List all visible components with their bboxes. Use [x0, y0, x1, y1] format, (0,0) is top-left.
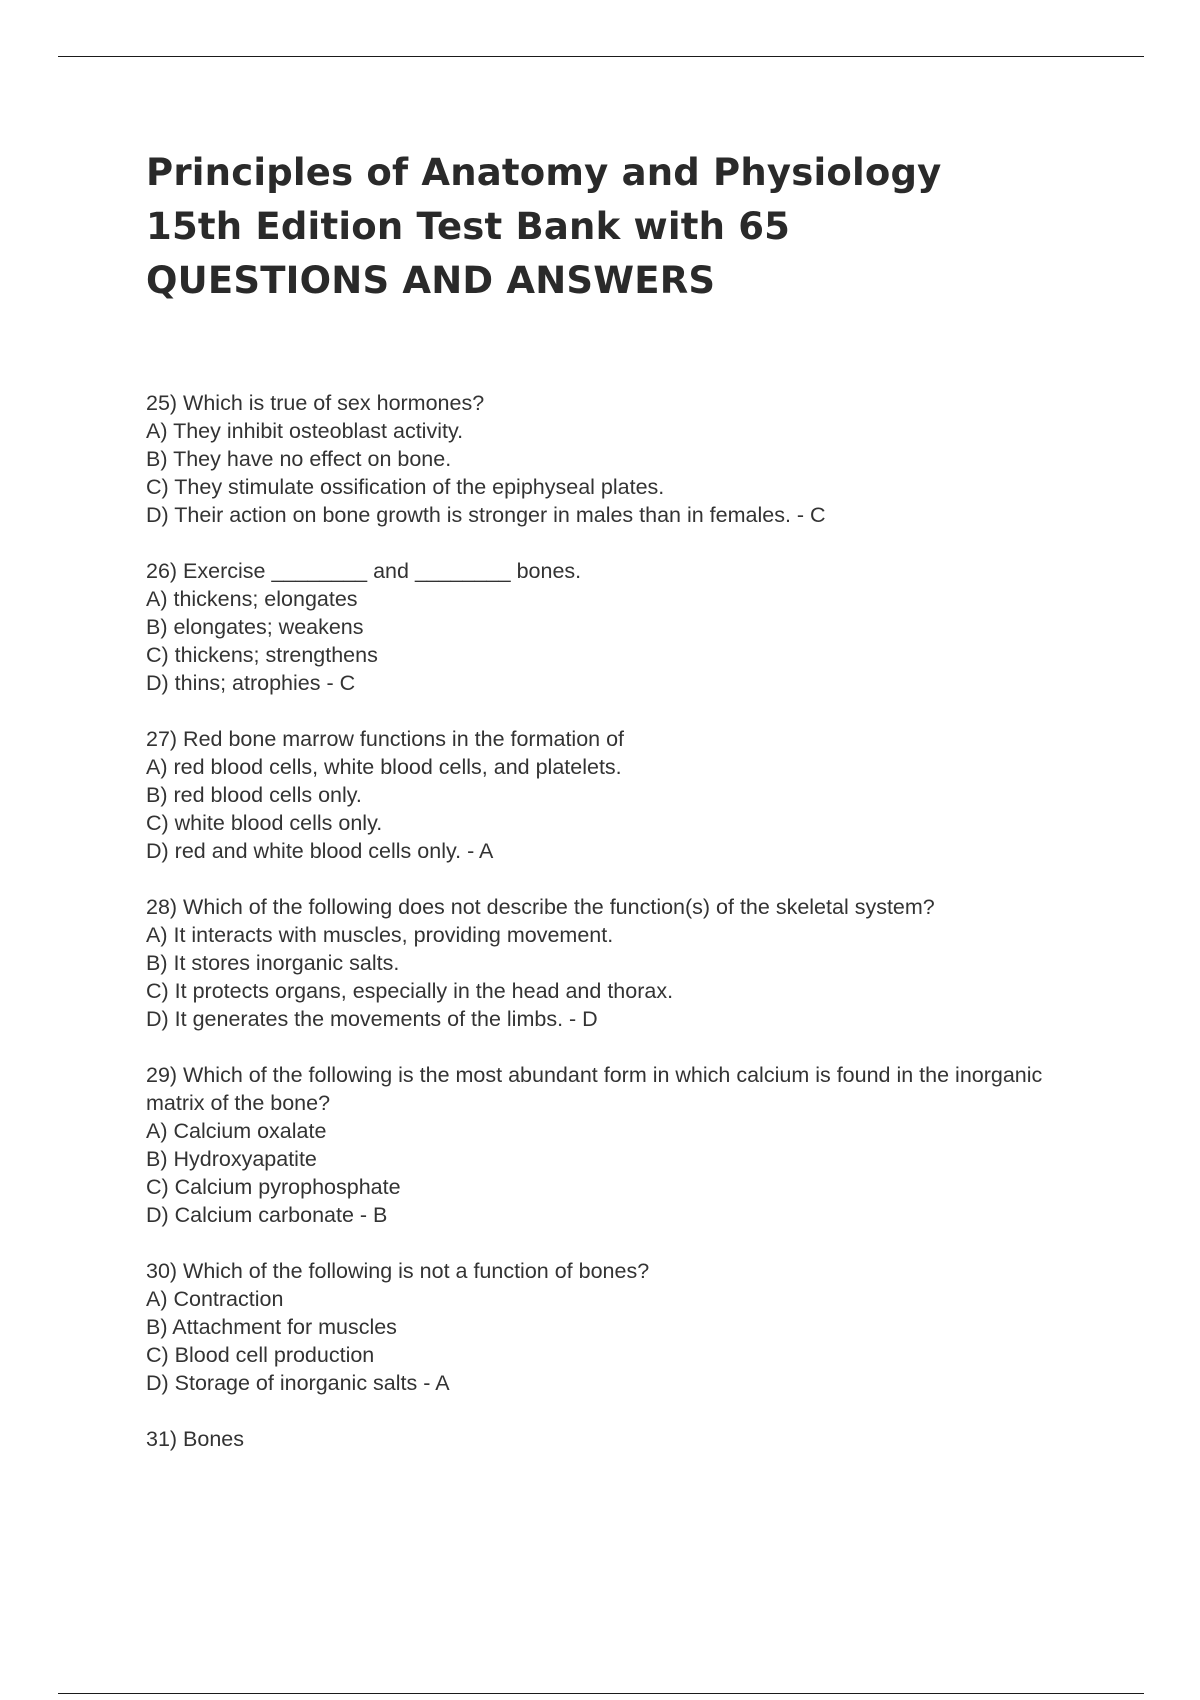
answer-option-d: D) It generates the movements of the limbs. - D [146, 1007, 598, 1031]
question-stem: 27) Red bone marrow functions in the formation of [146, 727, 625, 751]
question-stem: 31) Bones [146, 1427, 245, 1451]
bottom-rule [58, 1693, 1144, 1694]
answer-option-b: B) red blood cells only. [146, 783, 362, 807]
answer-option-c: C) Blood cell production [146, 1343, 375, 1367]
answer-option-d: D) red and white blood cells only. - A [146, 839, 494, 863]
answer-option-a: A) red blood cells, white blood cells, and platelets. [146, 755, 622, 779]
answer-option-a: A) It interacts with muscles, providing movement. [146, 923, 614, 947]
question-31 [146, 1425, 1076, 1453]
answer-option-c: C) Calcium pyrophosphate [146, 1175, 401, 1199]
question-29 [146, 1061, 1076, 1229]
question-28 [146, 893, 1076, 1033]
answer-option-a: A) Calcium oxalate [146, 1119, 327, 1143]
answer-option-d: D) thins; atrophies - C [146, 671, 356, 695]
answer-option-c: C) white blood cells only. [146, 811, 383, 835]
question-stem: 30) Which of the following is not a function of bones? [146, 1259, 650, 1283]
question-26 [146, 557, 1076, 697]
question-stem: 25) Which is true of sex hormones? [146, 391, 485, 415]
answer-option-d: D) Their action on bone growth is stronger in males than in females. - C [146, 503, 826, 527]
answer-option-b: B) They have no effect on bone. [146, 447, 452, 471]
answer-option-b: B) elongates; weakens [146, 615, 364, 639]
document-title: Principles of Anatomy and Physiology 15th Edition Test Bank with 65 QUESTIONS AND ANSWERS [146, 151, 942, 302]
question-stem: 28) Which of the following does not describe the function(s) of the skeletal system? [146, 895, 935, 919]
answer-option-b: B) It stores inorganic salts. [146, 951, 400, 975]
answer-option-a: A) thickens; elongates [146, 587, 358, 611]
answer-option-b: B) Hydroxyapatite [146, 1147, 317, 1171]
top-rule [58, 56, 1144, 57]
question-30 [146, 1257, 1076, 1397]
question-27 [146, 725, 1076, 865]
answer-option-b: B) Attachment for muscles [146, 1315, 397, 1339]
answer-option-c: C) It protects organs, especially in the head and thorax. [146, 979, 674, 1003]
answer-option-c: C) thickens; strengthens [146, 643, 378, 667]
question-list [146, 389, 1076, 1481]
answer-option-a: A) They inhibit osteoblast activity. [146, 419, 464, 443]
question-stem: 26) Exercise ________ and ________ bones. [146, 559, 582, 583]
question-stem: 29) Which of the following is the most abundant form in which calcium is found in the inorganic matrix of the bone? [146, 1063, 1043, 1115]
answer-option-a: A) Contraction [146, 1287, 284, 1311]
answer-option-c: C) They stimulate ossification of the epiphyseal plates. [146, 475, 665, 499]
answer-option-d: D) Storage of inorganic salts - A [146, 1371, 450, 1395]
question-25 [146, 389, 1076, 529]
answer-option-d: D) Calcium carbonate - B [146, 1203, 388, 1227]
